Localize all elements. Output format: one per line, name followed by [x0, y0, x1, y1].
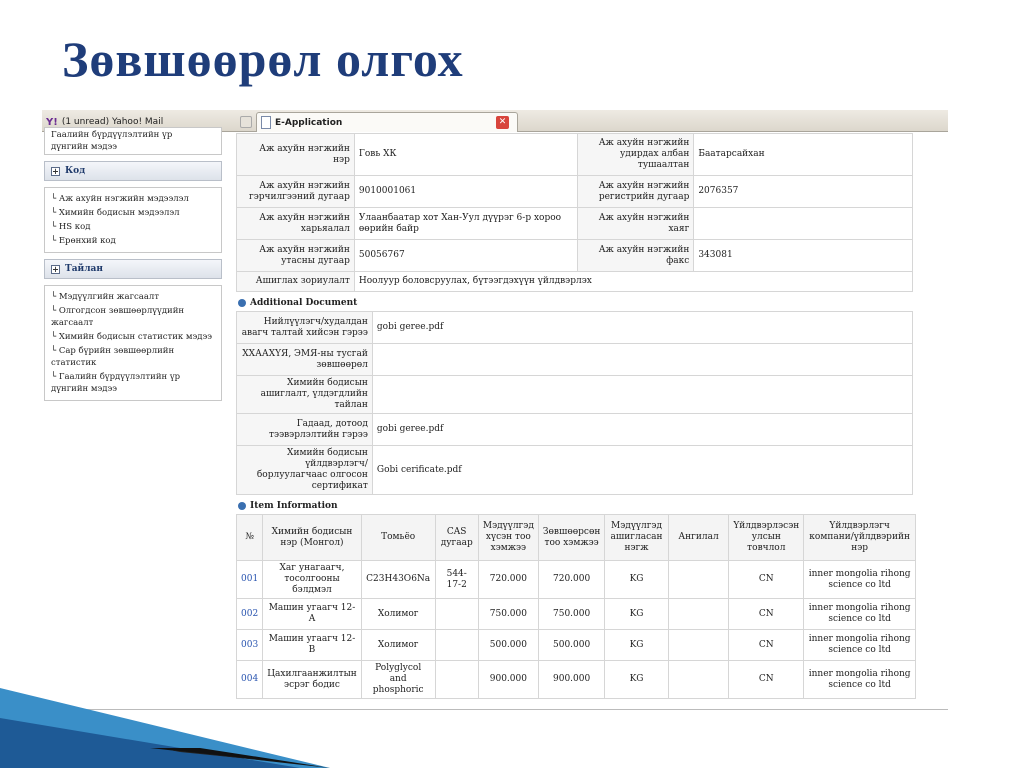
item-requested: 900.000 — [478, 661, 538, 699]
item-cas — [435, 661, 478, 699]
section-bullet-icon — [238, 502, 246, 510]
new-tab-icon — [240, 116, 252, 128]
slide-title: Зөвшөөрөл олгох — [62, 31, 464, 87]
item-class — [668, 661, 729, 699]
sidebar-item-label: статистик — [51, 358, 97, 368]
item-formula: Холимог — [361, 630, 435, 661]
item-cas: 544-17-2 — [435, 561, 478, 599]
expand-icon: + — [52, 263, 59, 274]
table-row — [237, 312, 913, 344]
sidebar-item-label: Химийн бодисын мэдээлэл — [58, 208, 180, 218]
item-unit: KG — [605, 630, 668, 661]
doc-label: Нийлүүлэгч/худалдан авагч талтай хийсэн гэрээ — [237, 312, 373, 344]
column-header: Мэдүүлгэд ашигласан нэгж — [605, 515, 668, 561]
document-icon — [261, 116, 271, 129]
item-unit: KG — [605, 661, 668, 699]
sidebar-top-box — [44, 127, 222, 155]
table-header-row — [237, 515, 916, 561]
field-label: Аж ахуйн нэгжийн утасны дугаар — [237, 240, 355, 272]
doc-file-link[interactable]: Gobi cerificate.pdf — [372, 446, 912, 495]
doc-file-link[interactable] — [372, 344, 912, 376]
tab-e-application-label: E-Application — [275, 117, 343, 128]
column-header: Ангилал — [668, 515, 729, 561]
additional-doc-table — [236, 311, 913, 495]
item-country: CN — [729, 561, 804, 599]
field-label: Аж ахуйн нэгжийн нэр — [237, 134, 355, 176]
column-header: № — [237, 515, 263, 561]
item-info-table — [236, 514, 916, 699]
close-tab-icon[interactable]: ✕ — [496, 116, 509, 129]
sidebar-item-customs-report[interactable] — [45, 128, 221, 154]
item-class — [668, 630, 729, 661]
sidebar-item-chem-stats[interactable]: └ Химийн бодисын статистик мэдээ — [51, 332, 213, 342]
field-label: Аж ахуйн нэгжийн харьяалал — [237, 208, 355, 240]
table-row — [237, 414, 913, 446]
table-row — [237, 446, 913, 495]
sidebar-item-label: дүнгийн мэдээ — [51, 142, 117, 152]
item-number-link[interactable]: 003 — [237, 630, 263, 661]
section-title-items — [238, 501, 948, 511]
item-name: Машин угаагч 12-В — [263, 630, 362, 661]
field-label: Аж ахуйн нэгжийн факс — [578, 240, 694, 272]
main-panel — [236, 133, 948, 699]
field-label: Аж ахуйн нэгжийн хаяг — [578, 208, 694, 240]
column-header: Томьёо — [361, 515, 435, 561]
field-label: Аж ахуйн нэгжийн гэрчилгээний дугаар — [237, 176, 355, 208]
column-header: CAS дугаар — [435, 515, 478, 561]
field-value: 9010001061 — [354, 176, 578, 208]
field-value — [694, 208, 913, 240]
sidebar-kod-box — [44, 187, 222, 253]
sidebar-head-report[interactable] — [44, 259, 222, 279]
table-row — [237, 134, 913, 176]
expand-icon: + — [52, 165, 59, 176]
item-maker: inner mongolia rihong science co ltd — [804, 661, 916, 699]
sidebar — [42, 130, 222, 407]
item-cas — [435, 630, 478, 661]
item-maker: inner mongolia rihong science co ltd — [804, 599, 916, 630]
tab-e-application[interactable] — [256, 112, 518, 132]
column-header: Химийн бодисын нэр (Монгол) — [263, 515, 362, 561]
browser-window — [42, 110, 948, 710]
column-header: Үйлдвэрлэгч компани/үйлдвэрийн нэр — [804, 515, 916, 561]
field-label: Аж ахуйн нэгжийн регистрийн дугаар — [578, 176, 694, 208]
field-value: Говь ХК — [354, 134, 578, 176]
sidebar-item-customs-results[interactable]: └ Гаалийн бүрдүүлэлтийн үр дүнгийн мэдээ — [51, 372, 181, 394]
sidebar-item-label: Аж ахуйн нэгжийн мэдээлэл — [58, 194, 189, 204]
sidebar-head-kod[interactable] — [44, 161, 222, 181]
sidebar-item-label: Олгогдсон зөвшөөрлүүдийн — [58, 306, 185, 316]
item-number-link[interactable]: 002 — [237, 599, 263, 630]
item-unit: KG — [605, 599, 668, 630]
page-content — [42, 130, 948, 709]
item-approved: 500.000 — [538, 630, 605, 661]
table-row — [237, 272, 913, 292]
item-formula: Холимог — [361, 599, 435, 630]
table-row — [237, 661, 916, 699]
field-label: Ашиглах зориулалт — [237, 272, 355, 292]
sidebar-item-company[interactable]: └ Аж ахуйн нэгжийн мэдээлэл — [51, 194, 189, 204]
item-maker: inner mongolia rihong science co ltd — [804, 561, 916, 599]
item-formula: Polyglycol and phosphoric — [361, 661, 435, 699]
column-header: Үйлдвэрлэсэн улсын товчлол — [729, 515, 804, 561]
item-unit: KG — [605, 561, 668, 599]
sidebar-item-label: Гаалийн бүрдүүлэлтийн үр — [58, 372, 181, 382]
table-row — [237, 376, 913, 414]
doc-file-link[interactable]: gobi geree.pdf — [372, 312, 912, 344]
doc-file-link[interactable]: gobi geree.pdf — [372, 414, 912, 446]
item-maker: inner mongolia rihong science co ltd — [804, 630, 916, 661]
sidebar-item-chemical[interactable]: └ Химийн бодисын мэдээлэл — [51, 208, 180, 218]
item-name: Хаг унагаагч, тосолгооны бэлдмэл — [263, 561, 362, 599]
column-header: Зөвшөөрсөн тоо хэмжээ — [538, 515, 605, 561]
section-title-label: Item Information — [250, 501, 338, 511]
section-title-additional — [238, 298, 948, 308]
sidebar-item-label: Химийн бодисын статистик мэдээ — [58, 332, 213, 342]
sidebar-item-label: жагсаалт — [51, 318, 94, 328]
item-cas — [435, 599, 478, 630]
decorative-swoosh — [0, 648, 330, 768]
item-class — [668, 599, 729, 630]
doc-label: Химийн бодисын үйлдвэрлэгч/борлуулагчаас олгосон сертификат — [237, 446, 373, 495]
item-country: CN — [729, 661, 804, 699]
doc-label: ХХААХҮЯ, ЭМЯ-ны тусгай зөвшөөрөл — [237, 344, 373, 376]
yahoo-icon: Y! — [46, 116, 58, 128]
table-row — [237, 599, 916, 630]
table-row — [237, 176, 913, 208]
item-country: CN — [729, 630, 804, 661]
item-country: CN — [729, 599, 804, 630]
item-name: Машин угаагч 12-А — [263, 599, 362, 630]
item-number-link[interactable]: 004 — [237, 661, 263, 699]
table-row — [237, 208, 913, 240]
sidebar-item-label: дүнгийн мэдээ — [51, 384, 117, 394]
sidebar-head-label: Тайлан — [65, 264, 103, 274]
item-approved: 900.000 — [538, 661, 605, 699]
section-title-label: Additional Document — [250, 298, 358, 308]
tab-yahoo-label: (1 unread) Yahoo! Mail — [61, 117, 164, 127]
doc-label: Химийн бодисын ашиглалт, үлдэгдлийн тайлан — [237, 376, 373, 414]
field-label: Аж ахуйн нэгжийн удирдах албан тушаалтан — [578, 134, 694, 176]
item-name: Цахилгаанжилтын эсрэг бодис — [263, 661, 362, 699]
sidebar-item-label: Мэдүүлгийн жагсаалт — [58, 292, 160, 302]
sidebar-item-label: Сар бүрийн зөвшөөрлийн — [58, 346, 175, 356]
item-formula: C23H43O6Na — [361, 561, 435, 599]
sidebar-item-monthly-stats[interactable]: └ Сар бүрийн зөвшөөрлийн статистик — [51, 346, 175, 368]
field-value: 50056767 — [354, 240, 578, 272]
item-class — [668, 561, 729, 599]
field-value: Ноолуур боловсруулах, бүтээгдэхүүн үйлдвэрлэх — [354, 272, 912, 292]
sidebar-item-hs-code[interactable]: └ HS код — [51, 222, 91, 232]
item-number-link[interactable]: 001 — [237, 561, 263, 599]
table-row — [237, 561, 916, 599]
item-requested: 750.000 — [478, 599, 538, 630]
doc-label: Гадаад, дотоод тээвэрлэлтийн гэрээ — [237, 414, 373, 446]
section-bullet-icon — [238, 299, 246, 307]
field-value: 2076357 — [694, 176, 913, 208]
sidebar-head-label: Код — [65, 166, 86, 176]
table-row — [237, 630, 916, 661]
sidebar-item-label: Ерөнхий код — [58, 236, 116, 246]
column-header: Мэдүүлгэд хүсэн тоо хэмжээ — [478, 515, 538, 561]
item-approved: 720.000 — [538, 561, 605, 599]
sidebar-item-applications[interactable]: └ Мэдүүлгийн жагсаалт — [51, 292, 160, 302]
field-value: Баатарсайхан — [694, 134, 913, 176]
item-requested: 500.000 — [478, 630, 538, 661]
item-requested: 720.000 — [478, 561, 538, 599]
field-value: Улаанбаатар хот Хан-Уул дүүрэг 6-р хороо өөрийн байр — [354, 208, 578, 240]
doc-file-link[interactable] — [372, 376, 912, 414]
sidebar-item-label: HS код — [58, 222, 91, 232]
sidebar-item-general-code[interactable]: └ Ерөнхий код — [51, 236, 116, 246]
table-row — [237, 344, 913, 376]
item-approved: 750.000 — [538, 599, 605, 630]
field-value: 343081 — [694, 240, 913, 272]
sidebar-item-label: Гаалийн бүрдүүлэлтийн үр — [51, 130, 173, 140]
company-info-table — [236, 133, 913, 292]
sidebar-report-box — [44, 285, 222, 401]
sidebar-item-granted[interactable]: └ Олгогдсон зөвшөөрлүүдийн жагсаалт — [51, 306, 185, 328]
table-row — [237, 240, 913, 272]
new-tab-button[interactable] — [236, 112, 256, 132]
